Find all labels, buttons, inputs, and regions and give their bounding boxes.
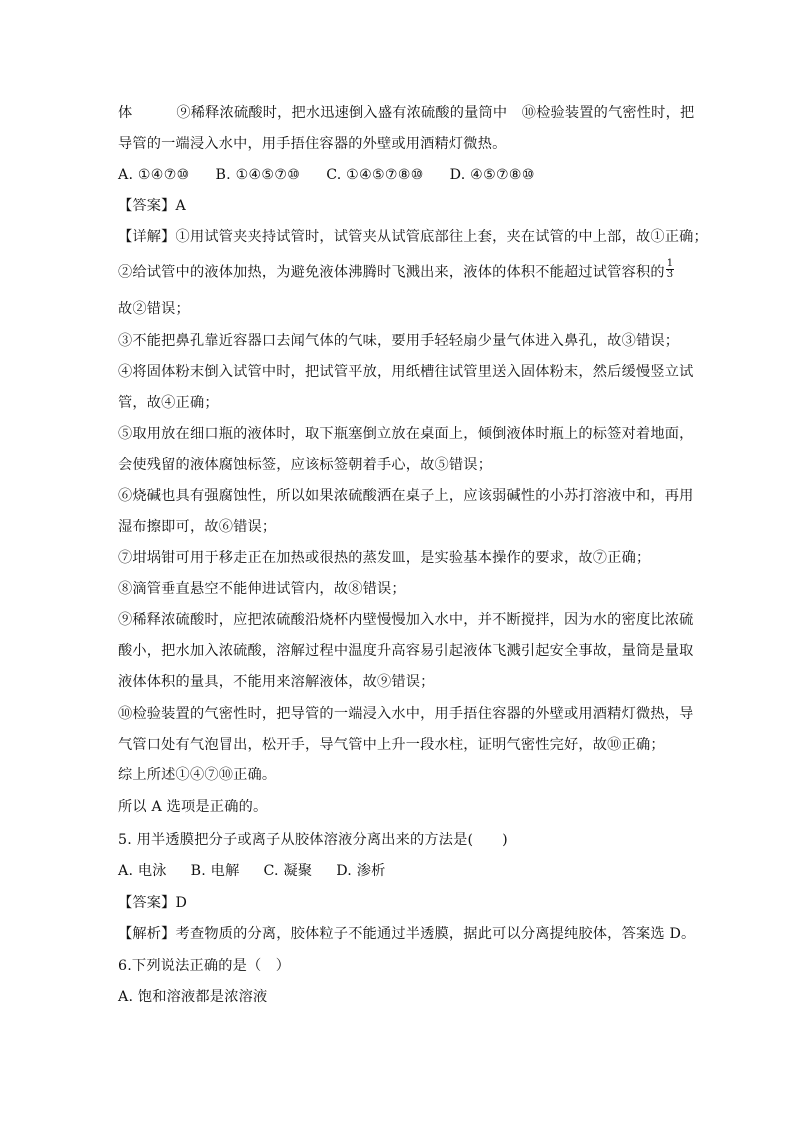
q4-detail-line-2 [118, 258, 678, 283]
q4-detail-line-13: ⑨稀释浓硫酸时，应把浓硫酸沿烧杯内壁慢慢加入水中，并不断搅拌，因为水的密度比浓硫 [118, 612, 694, 628]
q4-statement-line-2: 导管的一端浸入水中，用手捂住容器的外壁或用酒精灯微热。 [118, 136, 507, 152]
q4-detail-line-8: 会使残留的液体腐蚀标签，应该标签朝着手心，故⑤错误； [118, 457, 493, 473]
q4-detail-line-3: 故②错误； [118, 301, 190, 317]
q4-statement-line-1 [118, 103, 695, 123]
q4-option-b: B. ①④⑤⑦⑩ [215, 167, 301, 183]
fraction-numerator: 1 [666, 258, 674, 269]
q5-answer: 【答案】D [118, 895, 188, 911]
q4-statement-head: 体 [118, 105, 133, 121]
q4-detail-line-11: ⑦坩埚钳可用于移走正在加热或很热的蒸发皿，是实验基本操作的要求，故⑦正确； [118, 550, 651, 566]
q4-detail-line-10: 湿布擦即可，故⑥错误； [118, 519, 277, 535]
q4-detail-line-15: 液体体积的量具，不能用来溶解液体，故⑨错误； [118, 674, 435, 690]
q6-stem: 6.下列说法正确的是（ ） [118, 958, 291, 974]
q4-detail-line-17: 气管口处有气泡冒出，松开手，导气管中上升一段水柱，证明气密性完好，故⑩正确； [118, 737, 665, 753]
q5-option-b: B. 电解 [190, 863, 240, 879]
q4-detail-line-7: ⑤取用放在细口瓶的液体时，取下瓶塞倒立放在桌面上，倾倒液体时瓶上的标签对着地面， [118, 426, 694, 442]
q4-detail-line-14: 酸小，把水加入浓硫酸，溶解过程中温度升高容易引起液体飞溅引起安全事故，量筒是量取 [118, 643, 694, 659]
q4-detail-line-4: ③不能把鼻孔靠近容器口去闻气体的气味，要用手轻轻扇少量气体进入鼻孔，故③错误； [118, 333, 680, 349]
q4-detail-line-2-text: ②给试管中的液体加热，为避免液体沸腾时飞溅出来，液体的体积不能超过试管容积的 [118, 264, 665, 281]
q4-detail-line-12: ⑧滴管垂直悬空不能伸进试管内，故⑧错误； [118, 581, 406, 597]
q5-option-c: C. 凝聚 [263, 863, 313, 879]
q4-detail-line-9: ⑥烧碱也具有强腐蚀性，所以如果浓硫酸洒在桌子上，应该弱碱性的小苏打溶液中和，再用 [118, 488, 694, 504]
q4-option-d: D. ④⑤⑦⑧⑩ [449, 167, 535, 183]
q4-options [118, 165, 678, 185]
q4-detail-line-5: ④将固体粉末倒入试管中时，把试管平放，用纸槽往试管里送入固体粉末，然后缓慢竖立试 [118, 364, 694, 380]
q5-options [118, 861, 678, 881]
q4-detail-line-16: ⑩检验装置的气密性时，把导管的一端浸入水中，用手捂住容器的外壁或用酒精灯微热，导 [118, 706, 694, 722]
q5-option-d: D. 渗析 [336, 863, 386, 879]
q5-analysis: 【解析】考查物质的分离，胶体粒子不能通过半透膜，据此可以分离提纯胶体，答案选 D。 [118, 926, 696, 942]
q4-answer: 【答案】A [118, 198, 186, 214]
q4-statement-tail: ⑨稀释浓硫酸时，把水迅速倒入盛有浓硫酸的量筒中 ⑩检验装置的气密性时，把 [176, 105, 695, 121]
q4-detail-line-1: 【详解】①用试管夹夹持试管时，试管夹从试管底部往上套，夹在试管的中上部，故①正确； [118, 229, 708, 245]
q4-detail-line-18: 综上所述①④⑦⑩正确。 [118, 767, 277, 783]
fraction-denominator: 3 [666, 269, 674, 280]
fraction-one-third [666, 259, 675, 280]
q5-stem: 5. 用半透膜把分子或离子从胶体溶液分离出来的方法是( ) [118, 832, 508, 848]
q4-option-a: A. ①④⑦⑩ [118, 167, 190, 183]
q4-option-c: C. ①④⑤⑦⑧⑩ [326, 167, 424, 183]
q4-detail-line-19: 所以 A 选项是正确的。 [118, 799, 268, 815]
q6-option-a: A. 饱和溶液都是浓溶液 [118, 989, 268, 1005]
q5-option-a: A. 电泳 [118, 863, 167, 879]
q4-detail-line-6: 管，故④正确； [118, 395, 219, 411]
